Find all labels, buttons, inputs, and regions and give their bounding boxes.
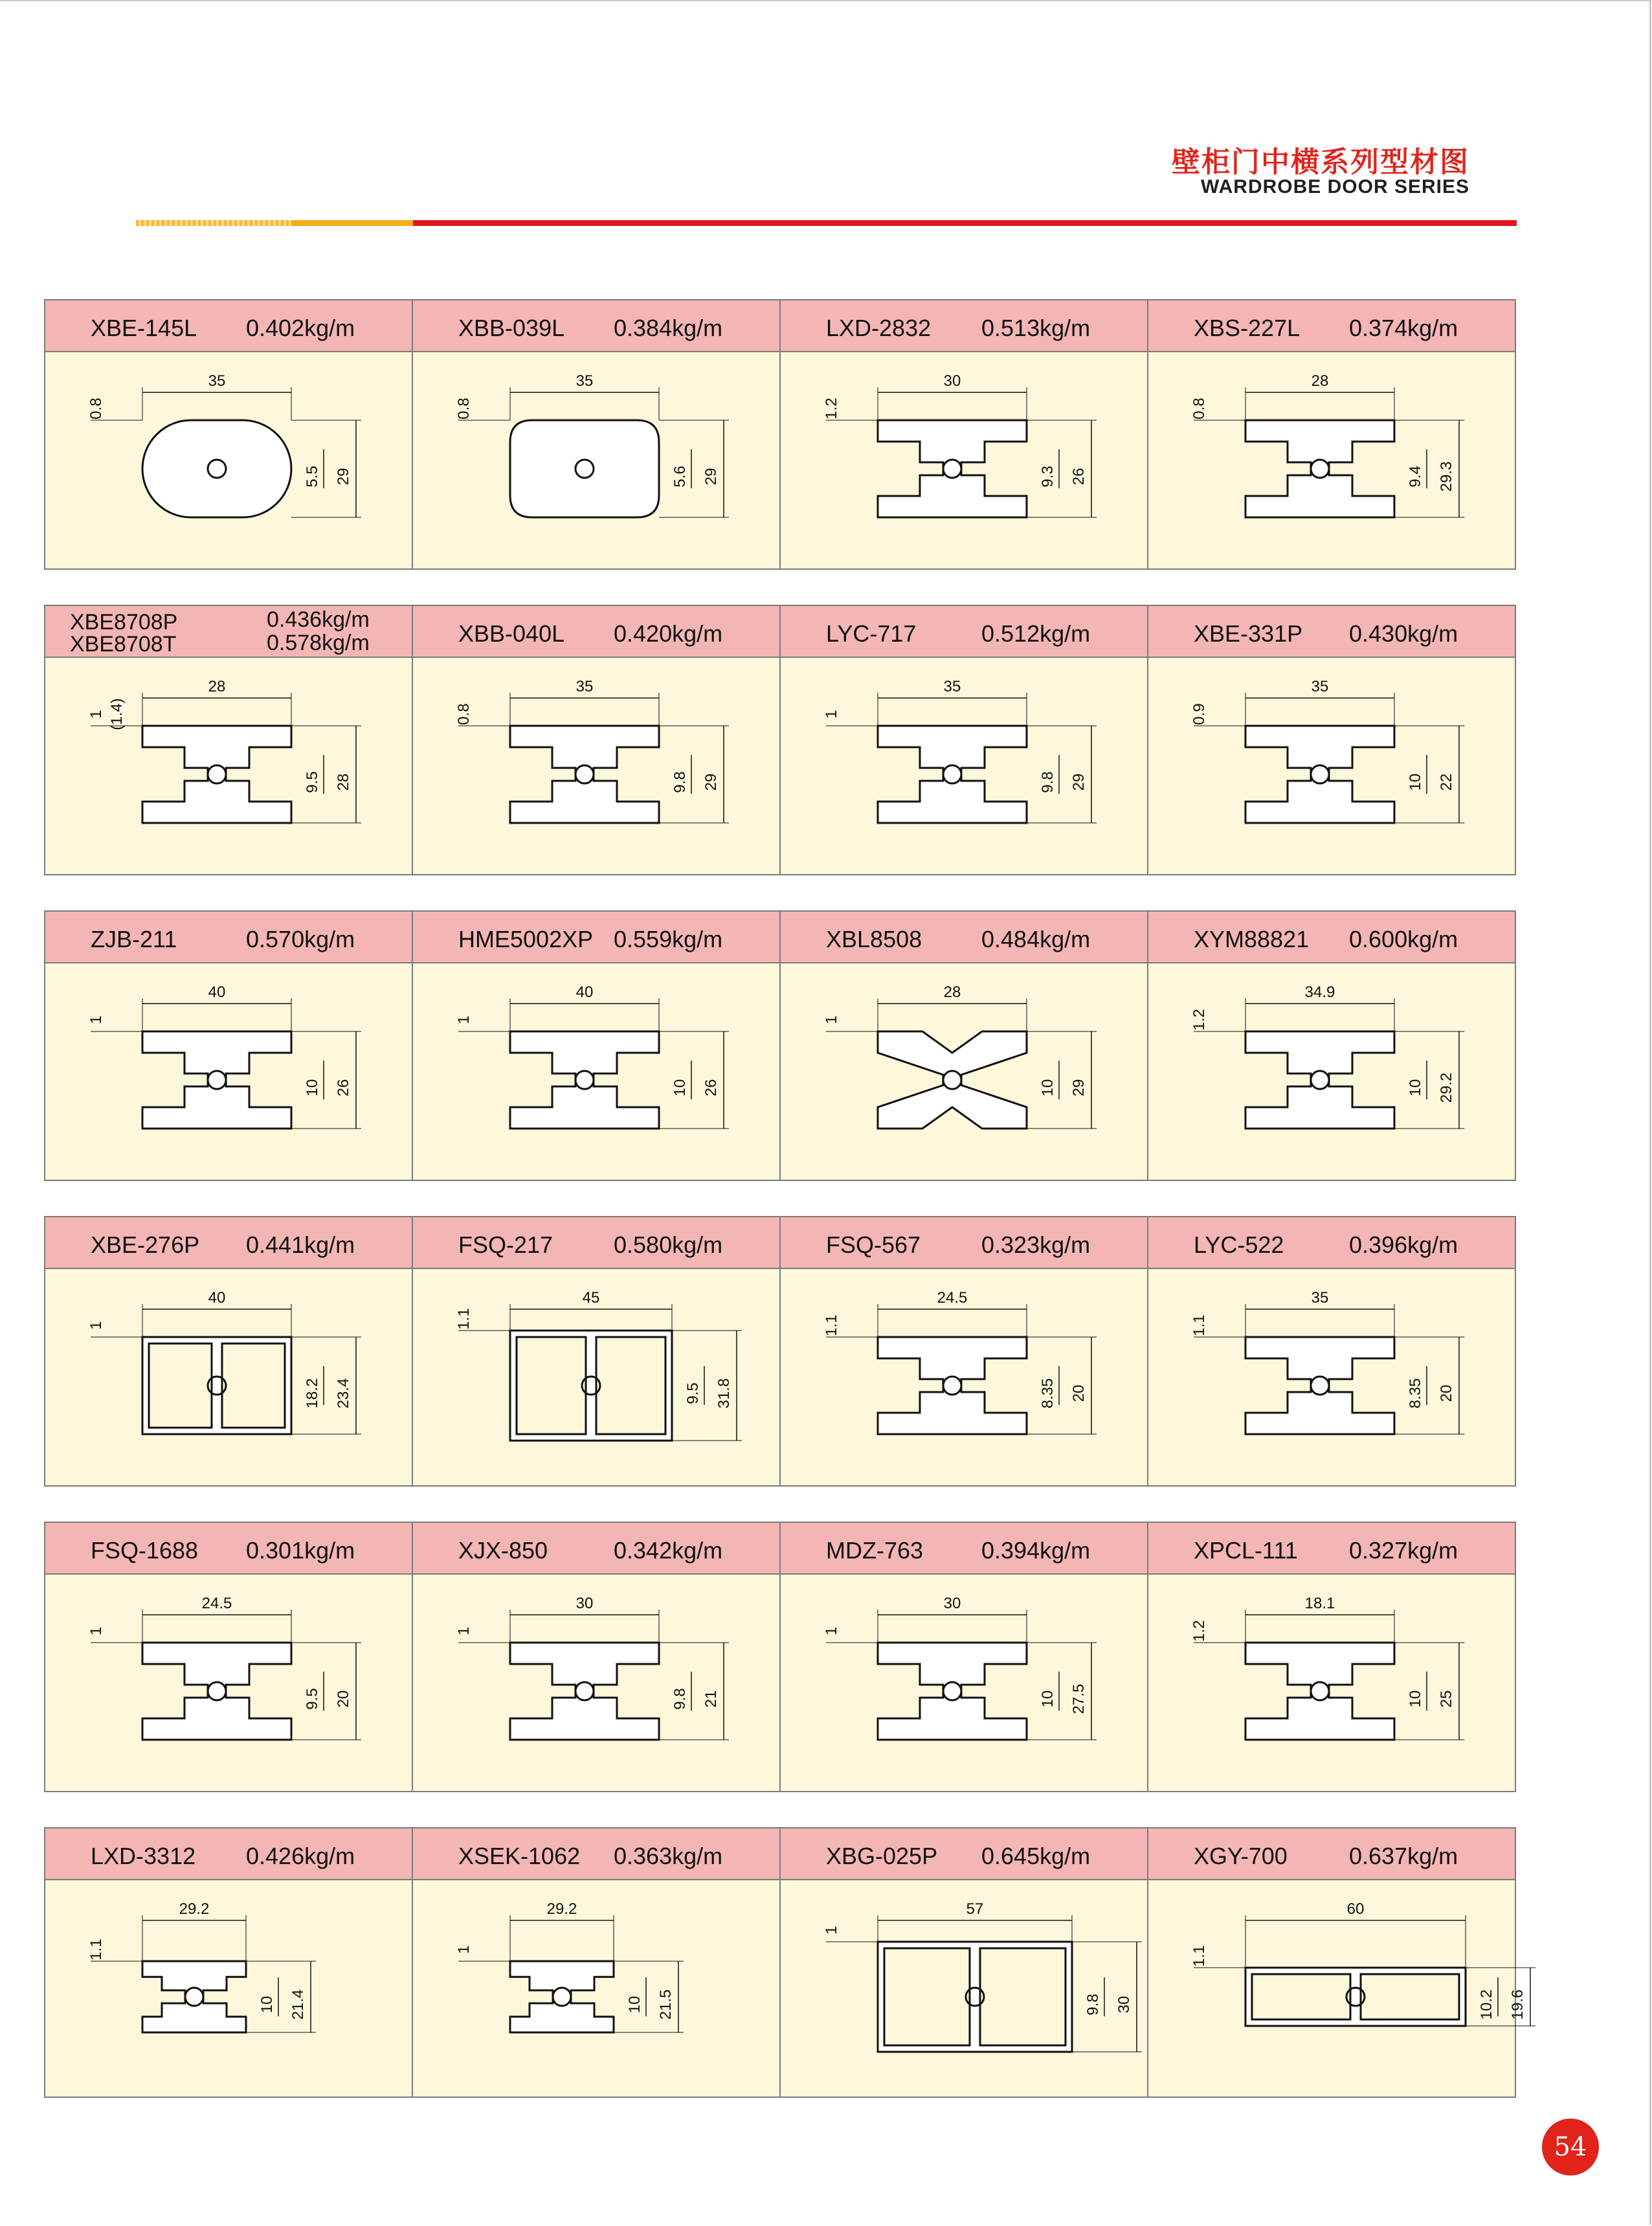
center-dimension-label: 10.2 — [1478, 1989, 1495, 2020]
center-dimension-label: 9.5 — [304, 771, 321, 793]
width-dimension-label: 28 — [208, 678, 226, 695]
profile-outline — [878, 726, 1027, 823]
thickness-label: 1 — [87, 710, 105, 719]
profile-weight: 0.327kg/m — [1349, 1537, 1458, 1564]
center-dimension-label: 10 — [1039, 1079, 1056, 1097]
profile-outline — [510, 420, 659, 517]
thickness-label: 1.1 — [455, 1308, 473, 1330]
center-dimension-label: 10 — [258, 1996, 276, 2014]
profile-drawing — [781, 963, 1148, 1180]
profile-weight: 0.637kg/m — [1349, 1843, 1458, 1869]
width-dimension-label: 30 — [575, 1595, 594, 1612]
profile-weight: 0.323kg/m — [981, 1231, 1091, 1258]
profile-outline — [142, 1643, 291, 1740]
width-dimension-label: 28 — [1311, 372, 1329, 390]
profile-outline — [1245, 1643, 1394, 1740]
width-dimension-label: 35 — [208, 372, 226, 390]
header-rule-red — [413, 220, 1517, 226]
profile-outline — [1245, 1337, 1394, 1434]
profile-weight: 0.374kg/m — [1349, 315, 1458, 341]
width-dimension-label: 40 — [208, 1289, 226, 1307]
profile-card — [781, 300, 1148, 568]
center-dimension-label: 10 — [304, 1079, 321, 1097]
profile-outline — [142, 420, 291, 517]
width-dimension-label: 29.2 — [179, 1900, 210, 1918]
thickness-label: 1.1 — [87, 1939, 105, 1961]
profile-drawing — [45, 658, 413, 874]
profile-drawing — [781, 1880, 1148, 2097]
profile-drawing — [413, 963, 781, 1180]
center-dimension-label: 9.4 — [1407, 466, 1424, 488]
profile-weight: 0.441kg/m — [246, 1231, 355, 1258]
width-dimension-label: 28 — [943, 984, 961, 1001]
width-dimension-label: 35 — [943, 678, 961, 695]
profile-drawing — [413, 1880, 781, 2097]
profile-code: LYC-717 — [826, 620, 917, 647]
height-dimension-label: 21 — [702, 1690, 720, 1708]
profile-card — [1148, 1217, 1515, 1485]
width-dimension-label: 35 — [1311, 1289, 1329, 1307]
profile-outline — [510, 1643, 659, 1740]
center-dimension-label: 9.5 — [304, 1688, 321, 1710]
profile-row — [44, 1827, 1526, 2098]
profile-outline — [142, 1337, 291, 1434]
profile-row — [44, 910, 1516, 1181]
profile-drawing — [781, 658, 1148, 874]
center-dimension-label: 9.8 — [671, 1688, 689, 1710]
thickness-label: 0.8 — [455, 703, 473, 725]
height-dimension-label: 26 — [702, 1079, 720, 1097]
height-dimension-label: 26 — [335, 1079, 352, 1097]
profile-header — [781, 1523, 1147, 1575]
height-dimension-label: 20 — [1070, 1384, 1088, 1402]
width-dimension-label: 30 — [943, 372, 961, 390]
thickness-label: 1.2 — [1190, 1009, 1208, 1031]
profile-drawing — [1148, 963, 1516, 1180]
width-dimension-label: 60 — [1346, 1900, 1365, 1918]
thickness-label: 1 — [455, 1945, 473, 1954]
profile-drawing — [781, 1575, 1148, 1791]
header-rule-dotted — [136, 220, 291, 226]
profile-outline — [1245, 1968, 1466, 2026]
width-dimension-label: 24.5 — [201, 1595, 232, 1612]
thickness-label: 1 — [87, 1321, 105, 1330]
profile-weight: 0.512kg/m — [981, 620, 1091, 647]
height-dimension-label: 30 — [1115, 1996, 1133, 2014]
thickness-label: 1 — [823, 1926, 840, 1935]
profile-weight: 0.645kg/m — [981, 1843, 1091, 1869]
height-dimension-label: 29 — [702, 773, 720, 791]
profile-outline — [142, 726, 291, 823]
header-rule-orange — [291, 220, 413, 226]
center-dimension-label: 10 — [626, 1996, 643, 2014]
profile-code: ZJB-211 — [91, 926, 177, 952]
profile-card — [413, 606, 781, 874]
thickness-alt-label: (1.4) — [108, 698, 126, 730]
profile-header — [413, 300, 779, 352]
width-dimension-label: 24.5 — [937, 1289, 968, 1307]
profile-card — [781, 1828, 1148, 2097]
height-dimension-label: 29 — [335, 467, 352, 486]
profile-weight: 0.394kg/m — [981, 1537, 1091, 1564]
height-dimension-label: 29.2 — [1438, 1072, 1455, 1103]
profile-weight: 0.396kg/m — [1349, 1231, 1458, 1258]
profile-header — [781, 300, 1147, 352]
profile-outline — [1245, 1031, 1394, 1129]
profile-header — [1148, 606, 1515, 658]
profile-card — [45, 300, 413, 568]
profile-code: XBE-331P — [1194, 620, 1303, 647]
profile-code: XBE-145L — [91, 315, 197, 341]
profile-code: XBG-025P — [826, 1843, 938, 1869]
profile-card — [45, 1523, 413, 1791]
profile-weight: 0.384kg/m — [614, 315, 723, 341]
profile-outline — [510, 726, 659, 823]
height-dimension-label: 23.4 — [335, 1378, 352, 1409]
profile-header — [45, 606, 412, 658]
center-dimension-label: 9.3 — [1039, 466, 1056, 488]
profile-code: XBE8708P — [70, 610, 178, 635]
profile-header — [413, 912, 779, 963]
profile-card — [781, 912, 1148, 1180]
profile-card — [413, 1828, 781, 2097]
profile-code: XBS-227L — [1194, 315, 1300, 341]
profile-card — [413, 1217, 781, 1485]
profile-code: LXD-3312 — [91, 1843, 196, 1869]
profile-outline — [878, 1337, 1027, 1434]
thickness-label: 0.9 — [1190, 703, 1208, 725]
profile-code: FSQ-217 — [458, 1231, 553, 1258]
profile-drawing — [45, 1880, 413, 2097]
height-dimension-label: 28 — [335, 773, 352, 791]
profile-header — [781, 1828, 1147, 1880]
profile-card — [781, 1217, 1148, 1485]
height-dimension-label: 21.5 — [657, 1989, 675, 2020]
center-dimension-label: 5.6 — [671, 466, 689, 488]
height-dimension-label: 29.3 — [1438, 461, 1455, 492]
profile-drawing — [1148, 658, 1516, 874]
profile-outline — [1245, 420, 1394, 517]
profile-weight: 0.420kg/m — [614, 620, 723, 647]
profile-header — [413, 606, 779, 658]
center-dimension-label: 10 — [1407, 1690, 1424, 1708]
center-dimension-label: 10 — [671, 1079, 689, 1097]
profile-weight: 0.363kg/m — [614, 1843, 723, 1869]
profile-code: FSQ-1688 — [91, 1537, 199, 1564]
profile-card — [45, 912, 413, 1180]
profile-weight: 0.559kg/m — [614, 926, 723, 952]
center-dimension-label: 18.2 — [304, 1378, 321, 1409]
height-dimension-label: 20 — [335, 1690, 352, 1708]
profile-header — [413, 1828, 779, 1880]
thickness-label: 1.2 — [1190, 1620, 1208, 1642]
profile-card — [413, 1523, 781, 1791]
center-dimension-label: 10 — [1407, 773, 1424, 791]
profile-drawing — [781, 1269, 1148, 1485]
profile-header — [1148, 1217, 1515, 1269]
width-dimension-label: 34.9 — [1304, 984, 1335, 1001]
profile-outline — [142, 1031, 291, 1129]
profile-code: XYM88821 — [1194, 926, 1310, 952]
thickness-label: 1 — [455, 1626, 473, 1636]
profile-weight: 0.402kg/m — [246, 315, 355, 341]
profile-code: HME5002XP — [458, 926, 594, 952]
profile-card — [45, 1217, 413, 1485]
profile-outline — [142, 1961, 246, 2032]
center-dimension-label: 8.35 — [1039, 1378, 1056, 1409]
width-dimension-label: 40 — [208, 984, 226, 1001]
height-dimension-label: 26 — [1070, 467, 1088, 486]
profile-header — [781, 1217, 1147, 1269]
profile-row — [44, 1216, 1516, 1487]
profile-code: XPCL-111 — [1194, 1537, 1298, 1564]
center-dimension-label: 9.8 — [1084, 1994, 1102, 2016]
thickness-label: 0.8 — [455, 398, 473, 420]
profile-code: XBB-040L — [458, 620, 565, 647]
profile-row — [44, 299, 1516, 570]
profile-card — [1148, 300, 1515, 568]
height-dimension-label: 31.8 — [715, 1378, 733, 1409]
profile-drawing — [413, 1269, 781, 1485]
profile-weight: 0.430kg/m — [1349, 620, 1458, 647]
profile-header — [1148, 1828, 1515, 1880]
profile-card — [413, 912, 781, 1180]
profile-drawing — [413, 352, 781, 568]
thickness-label: 1 — [823, 1015, 840, 1024]
profile-card — [1148, 1828, 1526, 2097]
profile-outline — [878, 420, 1027, 517]
height-dimension-label: 27.5 — [1070, 1683, 1088, 1714]
center-dimension-label: 10 — [1039, 1690, 1056, 1708]
width-dimension-label: 30 — [943, 1595, 961, 1612]
profile-card — [1148, 912, 1515, 1180]
profile-weight: 0.426kg/m — [246, 1843, 355, 1869]
profile-outline — [1245, 726, 1394, 823]
profile-code: XGY-700 — [1194, 1843, 1288, 1869]
width-dimension-label: 35 — [575, 678, 594, 695]
thickness-label: 1.1 — [1190, 1314, 1208, 1336]
thickness-label: 1 — [87, 1626, 105, 1636]
thickness-label: 1 — [823, 710, 840, 719]
profile-header — [45, 300, 412, 352]
profile-code: LXD-2832 — [826, 315, 932, 341]
profile-drawing — [1148, 1575, 1516, 1791]
center-dimension-label: 8.35 — [1407, 1378, 1424, 1409]
profile-header — [45, 1217, 412, 1269]
profile-weight: 0.436kg/m — [267, 607, 370, 632]
profile-header — [413, 1523, 779, 1575]
profile-code: XSEK-1062 — [458, 1843, 581, 1869]
profile-drawing — [413, 1575, 781, 1791]
profile-weight: 0.578kg/m — [267, 631, 370, 655]
profile-header — [45, 1523, 412, 1575]
height-dimension-label: 21.4 — [289, 1989, 307, 2020]
profile-header — [781, 912, 1147, 963]
profile-card — [781, 1523, 1148, 1791]
profile-drawing — [45, 1575, 413, 1791]
thickness-label: 1.2 — [823, 398, 840, 420]
profile-drawing — [45, 352, 413, 568]
thickness-label: 1.1 — [823, 1314, 840, 1336]
center-dimension-label: 5.5 — [304, 466, 321, 488]
page-number-badge: 54 — [1542, 2119, 1599, 2175]
profile-drawing — [45, 963, 413, 1180]
width-dimension-label: 35 — [1311, 678, 1329, 695]
profile-outline — [878, 1031, 1027, 1129]
profile-weight: 0.301kg/m — [246, 1537, 355, 1564]
width-dimension-label: 40 — [575, 984, 594, 1001]
profile-code: FSQ-567 — [826, 1231, 921, 1258]
profile-drawing — [413, 658, 781, 874]
profile-outline — [878, 1942, 1072, 2052]
height-dimension-label: 29 — [702, 467, 720, 486]
profile-drawing — [45, 1269, 413, 1485]
height-dimension-label: 20 — [1438, 1384, 1455, 1402]
center-dimension-label: 9.5 — [684, 1382, 702, 1404]
profile-card — [781, 606, 1148, 874]
profile-row — [44, 605, 1516, 875]
profile-header — [781, 606, 1147, 658]
height-dimension-label: 29 — [1070, 1079, 1088, 1097]
width-dimension-label: 18.1 — [1304, 1595, 1335, 1612]
width-dimension-label: 35 — [575, 372, 594, 390]
profile-outline — [510, 1031, 659, 1129]
profile-drawing — [1148, 352, 1516, 568]
profile-drawing — [1148, 1269, 1516, 1485]
page-title-chinese: 壁柜门中横系列型材图 — [1172, 146, 1469, 179]
profile-outline — [510, 1961, 614, 2032]
center-dimension-label: 9.8 — [671, 771, 689, 793]
profile-drawing — [781, 352, 1148, 568]
profile-header — [413, 1217, 779, 1269]
profile-weight: 0.484kg/m — [981, 926, 1091, 952]
thickness-label: 0.8 — [1190, 398, 1208, 420]
center-dimension-label: 9.8 — [1039, 771, 1056, 793]
profile-card — [1148, 1523, 1515, 1791]
profile-card — [413, 300, 781, 568]
height-dimension-label: 25 — [1438, 1690, 1455, 1708]
profile-card — [1148, 606, 1515, 874]
profile-header — [45, 912, 412, 963]
height-dimension-label: 19.6 — [1509, 1989, 1526, 2020]
profile-weight: 0.570kg/m — [246, 926, 355, 952]
width-dimension-label: 29.2 — [546, 1900, 577, 1918]
profile-card — [45, 1828, 413, 2097]
profile-code: XBL8508 — [826, 926, 922, 952]
profile-code: XBE-276P — [91, 1231, 200, 1258]
profile-weight: 0.342kg/m — [614, 1537, 723, 1564]
profile-header — [1148, 300, 1515, 352]
profile-header — [1148, 912, 1515, 963]
profile-code: MDZ-763 — [826, 1537, 924, 1564]
profile-code: LYC-522 — [1194, 1231, 1284, 1258]
profile-code: XBB-039L — [458, 315, 565, 341]
profile-header — [45, 1828, 412, 1880]
profile-weight: 0.580kg/m — [614, 1231, 723, 1258]
height-dimension-label: 29 — [1070, 773, 1088, 791]
thickness-label: 0.8 — [87, 398, 105, 420]
profile-header — [1148, 1523, 1515, 1575]
profile-weight: 0.513kg/m — [981, 315, 1091, 341]
profile-row — [44, 1522, 1516, 1792]
center-dimension-label: 10 — [1407, 1079, 1424, 1097]
width-dimension-label: 57 — [966, 1900, 984, 1918]
page-title-english: WARDROBE DOOR SERIES — [1200, 176, 1469, 197]
height-dimension-label: 22 — [1438, 773, 1455, 791]
width-dimension-label: 45 — [582, 1289, 600, 1307]
thickness-label: 1.1 — [1190, 1945, 1208, 1967]
profile-code: XJX-850 — [458, 1537, 548, 1564]
profile-code: XBE8708T — [70, 632, 177, 657]
profile-weight: 0.600kg/m — [1349, 926, 1458, 952]
profile-drawing — [1148, 1880, 1526, 2097]
profile-card — [45, 606, 413, 874]
profile-outline — [878, 1643, 1027, 1740]
profile-outline — [510, 1331, 672, 1441]
thickness-label: 1 — [87, 1015, 105, 1024]
thickness-label: 1 — [455, 1015, 473, 1024]
thickness-label: 1 — [823, 1626, 840, 1636]
